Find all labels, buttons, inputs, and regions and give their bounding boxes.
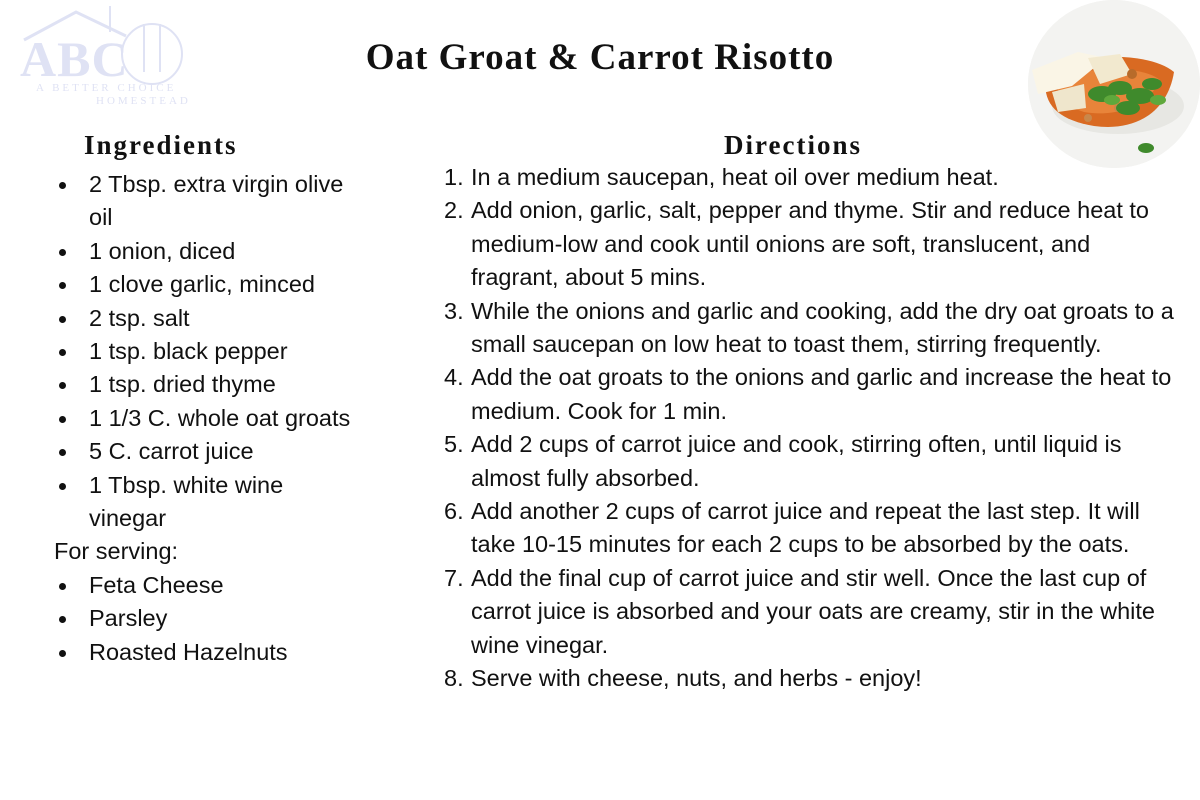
ingredient-item: 1 tsp. dried thyme (54, 368, 354, 401)
step-text: In a medium saucepan, heat oil over medium heat. (471, 164, 999, 190)
direction-step (444, 161, 1174, 194)
step-text: Add 2 cups of carrot juice and cook, stirring often, until liquid is almost fully absorbed. (471, 431, 1122, 491)
logo-tagline-2: HOMESTEAD (96, 95, 191, 107)
serving-item: Roasted Hazelnuts (54, 636, 354, 669)
direction-step (444, 495, 1174, 562)
logo-tagline: A BETTER CHOICE (36, 82, 177, 94)
step-number: 6. (444, 498, 464, 525)
logo-letters: ABC (20, 31, 129, 87)
ingredient-item: 1 tsp. black pepper (54, 335, 354, 368)
step-number: 8. (444, 665, 464, 692)
directions-heading: Directions (724, 130, 862, 160)
serving-item: Feta Cheese (54, 569, 354, 602)
direction-step (444, 662, 1174, 695)
step-number: 7. (444, 564, 464, 591)
step-number: 4. (444, 364, 464, 391)
serving-label: For serving: (54, 538, 179, 565)
ingredients-list (54, 168, 354, 535)
directions-list (444, 161, 1174, 696)
recipe-title: Oat Groat & Carrot Risotto (365, 37, 835, 78)
serving-list (54, 569, 354, 669)
step-number: 1. (444, 164, 464, 190)
ingredients-section (54, 168, 354, 669)
ingredient-item: 2 Tbsp. extra virgin olive oil (54, 168, 354, 235)
ingredient-item: 1 clove garlic, minced (54, 268, 354, 301)
directions-section (444, 161, 1174, 696)
ingredient-item: 1 onion, diced (54, 235, 354, 268)
step-text: While the onions and garlic and cooking, add the dry oat groats to a small saucepan on low heat to toast them, stirring frequently. (471, 297, 1174, 358)
step-text: Add another 2 cups of carrot juice and repeat the last step. It will take 10-15 minutes for each 2 cups to be absorbed by the oats. (471, 498, 1140, 558)
direction-step (444, 194, 1174, 294)
serving-item: Parsley (54, 602, 354, 635)
ingredients-heading: Ingredients (84, 130, 238, 160)
step-text: Add the final cup of carrot juice and stir well. Once the last cup of carrot juice is absorbed and your oats are creamy, stir in the white wine vinegar. (471, 564, 1155, 658)
step-text: Serve with cheese, nuts, and herbs - enjoy! (471, 665, 922, 692)
ingredient-item: 2 tsp. salt (54, 302, 354, 335)
step-text: Add onion, garlic, salt, pepper and thyme. Stir and reduce heat to medium-low and cook until onions are soft, translucent, and fragrant, about 5 mins. (471, 197, 1150, 291)
ingredient-item: 1 1/3 C. whole oat groats (54, 402, 354, 435)
step-number: 5. (444, 431, 464, 458)
step-text: Add the oat groats to the onions and garlic and increase the heat to medium. Cook for 1 min. (471, 364, 1172, 424)
step-number: 2. (444, 197, 464, 224)
direction-step (444, 562, 1174, 662)
direction-step (444, 361, 1174, 428)
risotto-image-icon (1028, 0, 1200, 168)
direction-step (444, 428, 1174, 495)
direction-step (444, 295, 1174, 362)
dish-photo (1028, 0, 1200, 168)
ingredient-item: 1 Tbsp. white wine vinegar (54, 469, 354, 536)
ingredient-item: 5 C. carrot juice (54, 435, 354, 468)
step-number: 3. (444, 297, 464, 324)
